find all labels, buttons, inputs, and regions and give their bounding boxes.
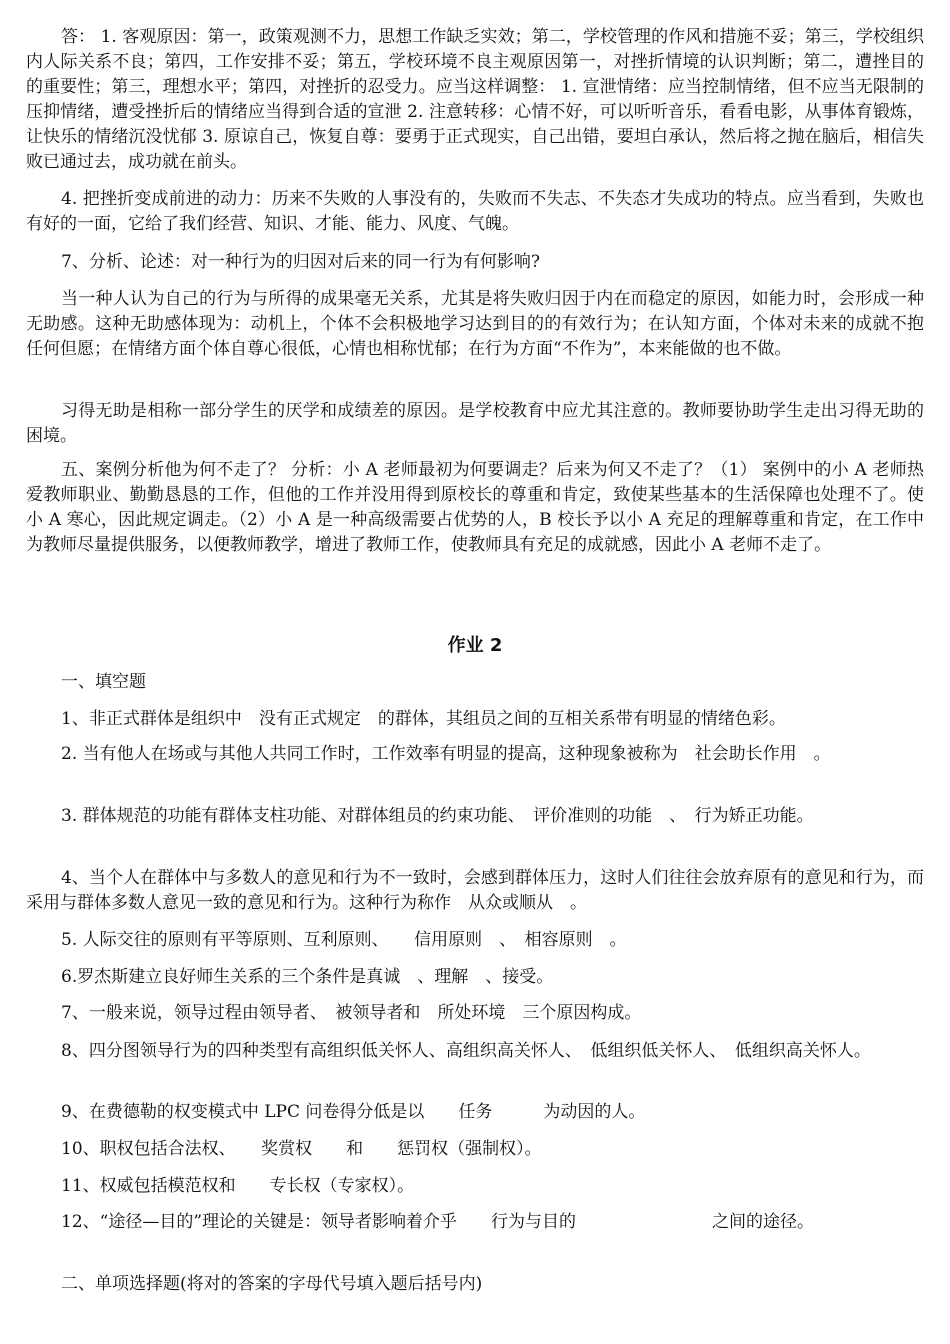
- fill-in-item-3: 3. 群体规范的功能有群体支柱功能、对群体组员的约束功能、 评价准则的功能 、 行为矫正功能。: [61, 806, 814, 826]
- section-fill-in-heading: 一、填空题: [61, 672, 146, 692]
- answer-paragraph-1: 答： 1. 客观原因：第一，政策观测不力，思想工作缺乏实效；第二，学校管理的作风和措施不妥；第三，学校组织内人际关系不良；第四，工作安排不妥；第五，学校环境不良主观原因第一，对挫折情境的认识判断；第二，遭挫目的的重要性；第三，理想水平；第四，对挫折的忍受力。应当这样调整： 1. 宣泄情绪：应当控制情绪，但不应当无限制的压抑情绪，遭受挫折后的情绪应当得到合适的宣泄 2. 注意转移：心情不好，可以听听音乐，看看电影，从事体育锻炼，让快乐的情绪沉没忧郁 3. 原谅自己，恢复自尊：要勇于正式现实，自己出错，要坦白承认，然后将之抛在脑后，相信失败已通过去，成功就在前头。: [26, 27, 924, 172]
- fill-in-item-4: 4、当个人在群体中与多数人的意见和行为不一致时，会感到群体压力，这时人们往往会放弃原有的意见和行为，而采用与群体多数人意见一致的意见和行为。这种行为称作 从众或顺从 。: [26, 868, 924, 913]
- fill-in-item-8: 8、四分图领导行为的四种类型有高组织低关怀人、高组织高关怀人、 低组织低关怀人、 低组织高关怀人。: [61, 1041, 871, 1061]
- answer-paragraph-3: 当一种人认为自己的行为与所得的成果毫无关系，尤其是将失败归因于内在而稳定的原因，如能力时，会形成一种无助感。这种无助感体现为：动机上，个体不会积极地学习达到目的的有效行为；在认知方面，个体对未来的成就不抱任何但愿；在情绪方面个体自尊心很低，心情也相称忧郁；在行为方面“不作为”，本来能做的也不做。: [26, 289, 924, 359]
- fill-in-item-6: 6.罗杰斯建立良好师生关系的三个条件是真诚 、理解 、接受。: [61, 967, 554, 987]
- fill-in-item-10: 10、职权包括合法权、 奖赏权 和 惩罚权（强制权）。: [61, 1139, 542, 1159]
- homework-title: 作业 2: [447, 635, 503, 656]
- answer-paragraph-2: 4. 把挫折变成前进的动力：历来不失败的人事没有的，失败而不失志、不失态才失成功的特点。应当看到，失败也有好的一面，它给了我们经营、知识、才能、能力、风度、气魄。: [26, 189, 924, 234]
- fill-in-item-11: 11、权威包括模范权和 专长权（专家权）。: [61, 1176, 415, 1196]
- fill-in-item-12: 12、“途径—目的”理论的关键是：领导者影响着介乎 行为与目的 之间的途径。: [61, 1212, 815, 1232]
- section-single-choice-heading: 二、单项选择题(将对的答案的字母代号填入题后括号内): [61, 1274, 483, 1294]
- fill-in-item-1: 1、非正式群体是组织中 没有正式规定 的群体，其组员之间的互相关系带有明显的情绪色彩。: [61, 709, 786, 729]
- fill-in-item-9: 9、在费德勒的权变模式中 LPC 问卷得分低是以 任务 为动因的人。: [61, 1102, 646, 1122]
- fill-in-item-7: 7、一般来说，领导过程由领导者、 被领导者和 所处环境 三个原因构成。: [61, 1003, 642, 1023]
- case-analysis-paragraph: 五、案例分析他为何不走了？ 分析：小 A 老师最初为何要调走？后来为何又不走了？（1） 案例中的小 A 老师热爱教师职业、勤勤恳恳的工作，但他的工作并没用得到原校长的尊重和肯定，致使某些基本的生活保障也处理不了。使小 A 寒心，因此规定调走。（2）小 A 是一种高级需要占优势的人，B 校长予以小 A 充足的理解尊重和肯定，在工作中为教师尽量提供服务，以便教师教学，增进了教师工作，使教师具有充足的成就感，因此小 A 老师不走了。: [26, 460, 924, 555]
- fill-in-item-5: 5. 人际交往的原则有平等原则、互利原则、 信用原则 、 相容原则 。: [61, 930, 627, 950]
- answer-paragraph-4: 习得无助是相称一部分学生的厌学和成绩差的原因。是学校教育中应尤其注意的。教师要协助学生走出习得无助的困境。: [26, 401, 924, 446]
- fill-in-item-2: 2. 当有他人在场或与其他人共同工作时，工作效率有明显的提高，这种现象被称为 社会助长作用 。: [61, 744, 831, 764]
- question-7-heading: 7、分析、论述：对一种行为的归因对后来的同一行为有何影响?: [61, 252, 540, 272]
